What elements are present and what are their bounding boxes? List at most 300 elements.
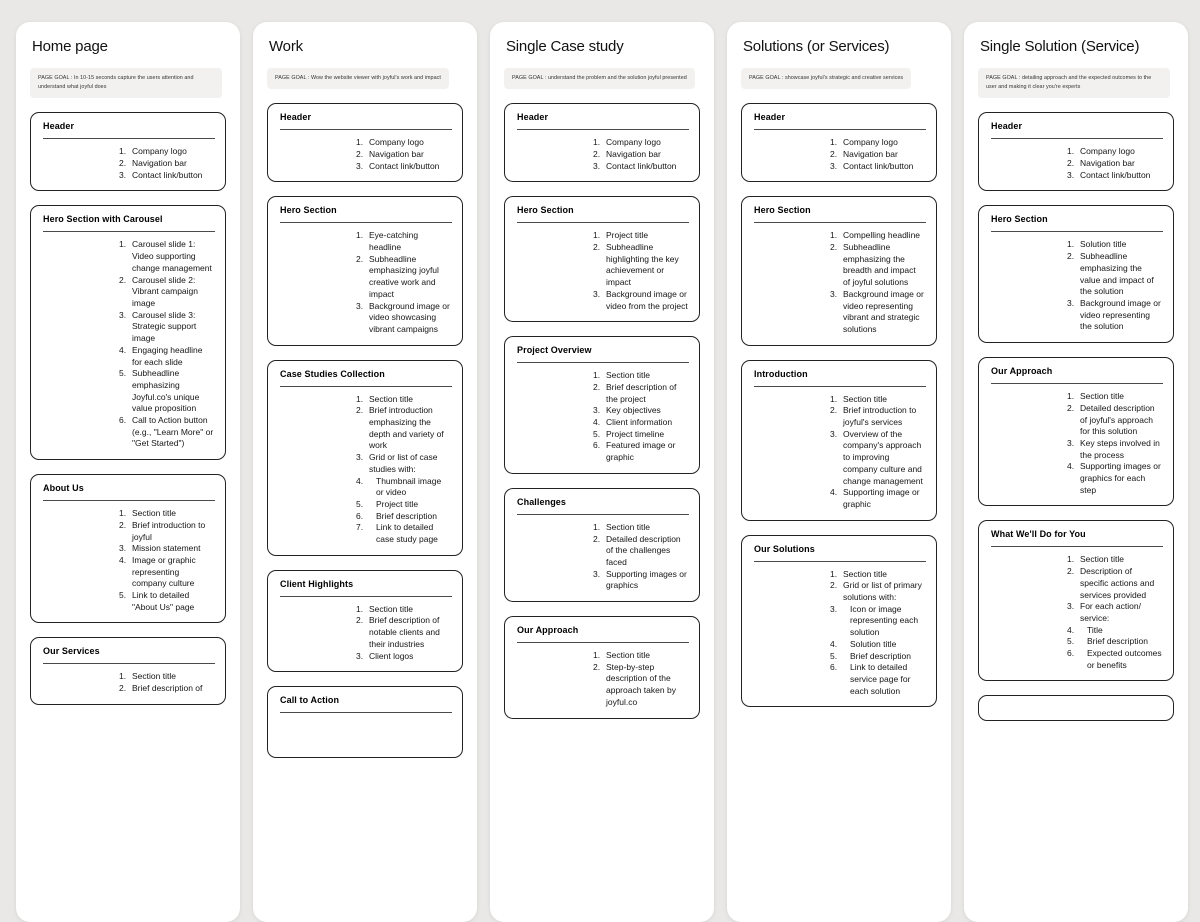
- card-item-list: [517, 650, 689, 709]
- list-item-text: Thumbnail image or video: [376, 475, 442, 498]
- section-card-hero-section-with-carousel[interactable]: [30, 205, 226, 460]
- list-item-text: Client logos: [369, 650, 414, 661]
- list-item: [356, 604, 452, 616]
- list-item: [830, 137, 926, 149]
- list-item: [830, 161, 926, 173]
- card-title: Hero Section: [517, 205, 574, 216]
- list-item-text: Subheadline emphasizing the value and impact of the solution: [1080, 251, 1154, 297]
- list-item-text: Subheadline emphasizing joyful creative work and impact: [369, 253, 439, 299]
- list-item: [1067, 438, 1163, 461]
- list-item-text: Background image or video showcasing vibrant campaigns: [369, 300, 450, 334]
- card-title: Header: [517, 112, 549, 123]
- list-item-text: Link to detailed "About Us" page: [132, 590, 195, 612]
- list-item: [830, 639, 926, 651]
- card-title-divider: [517, 642, 689, 643]
- list-item-text: Image or graphic representing company culture: [132, 554, 196, 589]
- list-item: [1067, 554, 1163, 566]
- list-item-text: Company logo: [369, 137, 424, 148]
- card-item-list: [991, 146, 1163, 181]
- list-item-number: 1.: [356, 393, 364, 404]
- section-card-introduction[interactable]: [741, 360, 937, 521]
- section-card-our-approach[interactable]: [978, 357, 1174, 506]
- card-title: Our Approach: [517, 625, 579, 636]
- card-title-divider: [43, 231, 215, 232]
- list-item-number: 4.: [119, 554, 127, 565]
- card-title: About Us: [43, 483, 84, 494]
- card-title-divider: [43, 500, 215, 501]
- list-item-text: Brief description: [850, 650, 911, 661]
- list-item-number: 2.: [830, 580, 838, 591]
- list-item: [1067, 636, 1163, 648]
- list-item: [356, 522, 452, 545]
- list-item: [1067, 648, 1163, 671]
- list-item-text: Supporting images or graphics for each step: [1080, 461, 1161, 495]
- list-item: [593, 440, 689, 463]
- card-title-divider: [991, 546, 1163, 547]
- section-card-header[interactable]: [741, 103, 937, 182]
- list-item: [1067, 251, 1163, 298]
- list-item-text: Project title: [376, 498, 419, 509]
- list-item-text: Client information: [606, 417, 673, 428]
- list-item-number: 1.: [1067, 146, 1075, 157]
- list-item-number: 3.: [1067, 169, 1075, 180]
- list-item: [356, 161, 452, 173]
- card-title: Project Overview: [517, 345, 592, 356]
- list-item-number: 2.: [593, 533, 601, 544]
- list-item-text: Step-by-step description of the approach taken by joyful.co: [606, 661, 676, 707]
- list-item: [356, 452, 452, 475]
- list-item: [119, 520, 215, 543]
- list-item: [593, 522, 689, 534]
- list-item-text: Eye-catching headline: [369, 230, 419, 252]
- list-item-number: 5.: [119, 368, 127, 379]
- list-item: [830, 289, 926, 336]
- column-title: Single Case study: [506, 38, 624, 55]
- list-item-number: 2.: [1067, 566, 1075, 577]
- list-item: [593, 417, 689, 429]
- list-item: [1067, 158, 1163, 170]
- card-item-list: [754, 137, 926, 172]
- list-item-number: 3.: [830, 603, 838, 614]
- card-title-divider: [43, 138, 215, 139]
- list-item: [593, 662, 689, 709]
- list-item-text: Navigation bar: [369, 148, 424, 159]
- list-item-number: 2.: [119, 683, 127, 694]
- list-item-text: Section title: [369, 393, 413, 404]
- list-item-text: Compelling headline: [843, 230, 921, 241]
- card-title: Hero Section: [991, 214, 1048, 225]
- list-item: [1067, 625, 1163, 637]
- list-item: [1067, 601, 1163, 624]
- section-card-hero-section[interactable]: [267, 196, 463, 345]
- card-title-divider: [280, 712, 452, 713]
- list-item-number: 3.: [356, 650, 364, 661]
- list-item-text: Call to Action button (e.g., "Learn More" or "Get Started"): [132, 415, 214, 449]
- list-item-number: 2.: [356, 615, 364, 626]
- list-item-text: Link to detailed service page for each solution: [850, 662, 911, 696]
- list-item-number: 1.: [119, 146, 127, 157]
- section-card-project-overview[interactable]: [504, 336, 700, 474]
- card-item-list: [43, 239, 215, 450]
- list-item-text: Contact link/button: [1080, 169, 1151, 180]
- list-item-number: 1.: [119, 508, 127, 519]
- list-item-text: Brief description: [376, 510, 437, 521]
- list-item-text: Section title: [843, 568, 887, 579]
- list-item-text: Section title: [1080, 554, 1124, 565]
- list-item: [356, 651, 452, 663]
- list-item-text: Section title: [843, 393, 887, 404]
- section-card-untitled[interactable]: [978, 695, 1174, 721]
- list-item-number: 2.: [119, 158, 127, 169]
- section-card-hero-section[interactable]: [978, 205, 1174, 343]
- list-item: [593, 382, 689, 405]
- list-item-text: Brief description of: [132, 683, 203, 694]
- section-card-about-us[interactable]: [30, 474, 226, 623]
- list-item-number: 2.: [1067, 158, 1075, 169]
- list-item-number: 3.: [356, 160, 364, 171]
- list-item-number: 3.: [593, 568, 601, 579]
- list-item-text: Brief description of notable clients and their industries: [369, 615, 440, 649]
- section-card-what-we-ll-do-for-you[interactable]: [978, 520, 1174, 681]
- list-item-text: Grid or list of primary solutions with:: [843, 580, 922, 603]
- list-item-number: 2.: [593, 148, 601, 159]
- list-item: [830, 394, 926, 406]
- list-item: [830, 604, 926, 639]
- page-goal-note[interactable]: PAGE GOAL : Wow the website viewer with joyful's work and impact: [267, 68, 449, 89]
- list-item-number: 3.: [1067, 601, 1075, 612]
- list-item-number: 1.: [593, 137, 601, 148]
- card-title-divider: [754, 386, 926, 387]
- list-item-number: 3.: [119, 169, 127, 180]
- list-item-text: Featured image or graphic: [606, 440, 676, 463]
- list-item: [119, 671, 215, 683]
- list-item: [119, 543, 215, 555]
- list-item-number: 3.: [1067, 437, 1075, 448]
- card-item-list: [43, 671, 215, 694]
- column-title: Solutions (or Services): [743, 38, 890, 55]
- card-title: Challenges: [517, 496, 567, 507]
- card-title-divider: [43, 663, 215, 664]
- card-title: Case Studies Collection: [280, 368, 385, 379]
- list-item: [1067, 239, 1163, 251]
- list-item-number: 3.: [356, 300, 364, 311]
- list-item-text: Section title: [132, 671, 176, 682]
- list-item-number: 3.: [356, 452, 364, 463]
- list-item-number: 1.: [593, 230, 601, 241]
- list-item: [356, 615, 452, 650]
- list-item-number: 2.: [1067, 402, 1075, 413]
- list-item: [593, 534, 689, 569]
- list-item: [830, 405, 926, 428]
- section-card-header[interactable]: [267, 103, 463, 182]
- list-item-number: 6.: [119, 415, 127, 426]
- list-item-number: 3.: [593, 288, 601, 299]
- section-card-header[interactable]: [504, 103, 700, 182]
- list-item: [356, 499, 452, 511]
- list-item: [356, 405, 452, 452]
- page-column-solutions-or-services[interactable]: [727, 22, 951, 922]
- list-item-text: Subheadline emphasizing the breadth and impact of joyful solutions: [843, 242, 916, 288]
- list-item: [830, 651, 926, 663]
- list-item: [830, 149, 926, 161]
- card-title-divider: [517, 362, 689, 363]
- list-item-text: Section title: [606, 521, 650, 532]
- list-item-number: 1.: [830, 393, 838, 404]
- list-item: [119, 239, 215, 274]
- list-item-number: 2.: [356, 148, 364, 159]
- list-item-number: 2.: [593, 381, 601, 392]
- card-item-list: [280, 394, 452, 546]
- page-goal-note[interactable]: PAGE GOAL : showcase joyful's strategic and creative services: [741, 68, 911, 89]
- column-title: Work: [269, 38, 303, 55]
- card-item-list: [754, 230, 926, 335]
- card-title-divider: [280, 596, 452, 597]
- card-title: Our Approach: [991, 366, 1053, 377]
- list-item-text: Section title: [1080, 391, 1124, 402]
- card-item-list: [280, 137, 452, 172]
- list-item-text: Section title: [369, 603, 413, 614]
- card-title-divider: [517, 514, 689, 515]
- card-item-list: [280, 230, 452, 335]
- card-item-list: [43, 508, 215, 613]
- list-item-number: 4.: [830, 638, 838, 649]
- card-title: Our Solutions: [754, 543, 815, 554]
- list-item-text: Company logo: [843, 137, 898, 148]
- list-item-text: Expected outcomes or benefits: [1087, 648, 1162, 670]
- list-item-number: 6.: [830, 662, 838, 673]
- list-item: [830, 429, 926, 488]
- list-item: [593, 370, 689, 382]
- list-item-text: Brief introduction to joyful: [132, 519, 206, 542]
- page-column-home-page[interactable]: [16, 22, 240, 922]
- list-item-text: Carousel slide 2: Vibrant campaign image: [132, 274, 198, 308]
- card-title-divider: [280, 129, 452, 130]
- list-item-text: Navigation bar: [1080, 158, 1135, 169]
- list-item-number: 5.: [119, 590, 127, 601]
- section-card-header[interactable]: [978, 112, 1174, 191]
- list-item: [119, 590, 215, 613]
- list-item-text: Title: [1087, 624, 1103, 635]
- section-card-challenges[interactable]: [504, 488, 700, 602]
- list-item-text: Brief description of the project: [606, 381, 677, 404]
- card-title: Introduction: [754, 368, 808, 379]
- list-item: [119, 345, 215, 368]
- list-item-text: Section title: [606, 370, 650, 381]
- card-title: Call to Action: [280, 695, 340, 706]
- card-title: Client Highlights: [280, 578, 354, 589]
- list-item: [593, 149, 689, 161]
- list-item-text: Engaging headline for each slide: [132, 344, 203, 367]
- list-item: [356, 137, 452, 149]
- section-card-case-studies-collection[interactable]: [267, 360, 463, 556]
- card-title-divider: [517, 129, 689, 130]
- list-item: [356, 230, 452, 253]
- list-item-number: 2.: [119, 274, 127, 285]
- section-card-client-highlights[interactable]: [267, 570, 463, 673]
- list-item-number: 1.: [593, 650, 601, 661]
- list-item-text: Section title: [132, 508, 176, 519]
- section-card-our-solutions[interactable]: [741, 535, 937, 708]
- card-title-divider: [754, 129, 926, 130]
- list-item-text: Carousel slide 3: Strategic support image: [132, 309, 197, 344]
- list-item: [1067, 298, 1163, 333]
- page-goal-note[interactable]: PAGE GOAL : In 10-15 seconds capture the users attention and understand what joyful does: [30, 68, 222, 98]
- card-title: What We'll Do for You: [991, 529, 1086, 540]
- list-item: [119, 275, 215, 310]
- list-item-number: 1.: [1067, 554, 1075, 565]
- card-item-list: [517, 370, 689, 464]
- list-item-text: Carousel slide 1: Video supporting change management: [132, 239, 212, 273]
- card-item-list: [517, 230, 689, 312]
- list-item: [593, 289, 689, 312]
- list-item-number: 1.: [1067, 239, 1075, 250]
- list-item-text: Background image or video representing vibrant and strategic solutions: [843, 288, 924, 334]
- list-item: [119, 368, 215, 415]
- page-goal-note[interactable]: PAGE GOAL : understand the problem and the solution joyful presented: [504, 68, 695, 89]
- list-item-number: 3.: [119, 543, 127, 554]
- list-item-number: 5.: [1067, 636, 1075, 647]
- list-item: [830, 242, 926, 289]
- section-card-hero-section[interactable]: [741, 196, 937, 345]
- list-item-text: Solution title: [850, 638, 897, 649]
- list-item-text: Subheadline emphasizing Joyful.co's unique value proposition: [132, 368, 200, 414]
- list-item-text: Contact link/button: [606, 160, 677, 171]
- page-column-single-case-study[interactable]: [490, 22, 714, 922]
- page-column-single-solution-service[interactable]: [964, 22, 1188, 922]
- list-item-number: 2.: [593, 661, 601, 672]
- list-item-text: Key steps involved in the process: [1080, 437, 1160, 460]
- card-title-divider: [754, 561, 926, 562]
- list-item: [830, 569, 926, 581]
- list-item: [119, 146, 215, 158]
- section-card-our-approach[interactable]: [504, 616, 700, 719]
- list-item-text: Contact link/button: [843, 160, 914, 171]
- list-item-text: Link to detailed case study page: [376, 522, 438, 545]
- card-item-list: [991, 391, 1163, 496]
- list-item-number: 2.: [119, 519, 127, 530]
- list-item-number: 2.: [593, 242, 601, 252]
- list-item: [830, 662, 926, 697]
- list-item-number: 1.: [356, 603, 364, 614]
- list-item: [1067, 146, 1163, 158]
- list-item-number: 1.: [830, 230, 838, 241]
- list-item: [830, 230, 926, 242]
- list-item: [593, 405, 689, 417]
- list-item-number: 1.: [593, 521, 601, 532]
- list-item-number: 2.: [1067, 251, 1075, 262]
- list-item-text: Navigation bar: [606, 148, 661, 159]
- section-card-hero-section[interactable]: [504, 196, 700, 322]
- list-item-number: 7.: [356, 522, 364, 533]
- list-item-number: 3.: [1067, 298, 1075, 308]
- list-item-text: Subheadline highlighting the key achievement or impact: [606, 242, 679, 288]
- card-title: Hero Section: [754, 205, 811, 216]
- list-item-number: 5.: [593, 428, 601, 439]
- list-item: [119, 415, 215, 450]
- card-title: Header: [754, 112, 786, 123]
- card-title: Hero Section with Carousel: [43, 214, 163, 225]
- list-item-number: 6.: [593, 440, 601, 451]
- card-title: Header: [43, 121, 75, 132]
- column-title: Single Solution (Service): [980, 38, 1140, 55]
- list-item: [119, 158, 215, 170]
- list-item-text: Navigation bar: [132, 158, 187, 169]
- card-title: Hero Section: [280, 205, 337, 216]
- list-item-number: 1.: [1067, 391, 1075, 402]
- card-title-divider: [754, 222, 926, 223]
- list-item-text: Mission statement: [132, 543, 201, 554]
- list-item-text: Company logo: [132, 146, 187, 157]
- list-item-number: 2.: [830, 405, 838, 416]
- list-item-number: 3.: [830, 288, 838, 299]
- section-card-call-to-action[interactable]: [267, 686, 463, 758]
- list-item-text: Project title: [606, 230, 649, 241]
- list-item-number: 1.: [119, 671, 127, 682]
- list-item: [1067, 391, 1163, 403]
- list-item-number: 2.: [830, 148, 838, 159]
- list-item-number: 4.: [356, 475, 364, 486]
- list-item: [119, 310, 215, 345]
- list-item: [830, 580, 926, 603]
- list-item: [593, 230, 689, 242]
- page-column-work[interactable]: [253, 22, 477, 922]
- list-item: [356, 149, 452, 161]
- list-item-text: Detailed description of the challenges faced: [606, 533, 681, 567]
- list-item: [593, 650, 689, 662]
- card-title-divider: [991, 231, 1163, 232]
- list-item-number: 6.: [356, 510, 364, 521]
- list-item-number: 1.: [356, 230, 364, 241]
- section-card-our-services[interactable]: [30, 637, 226, 704]
- list-item: [356, 254, 452, 301]
- card-item-list: [991, 554, 1163, 671]
- list-item: [1067, 170, 1163, 182]
- page-goal-note[interactable]: PAGE GOAL : detailing approach and the expected outcomes to the user and making it clear you're experts: [978, 68, 1170, 98]
- list-item-text: For each action/ service:: [1080, 601, 1141, 623]
- list-item: [356, 301, 452, 336]
- list-item-text: Grid or list of case studies with:: [369, 452, 438, 474]
- list-item-text: Background image or video representing the solution: [1080, 298, 1161, 332]
- list-item-number: 3.: [593, 160, 601, 171]
- card-item-list: [991, 239, 1163, 333]
- list-item-text: Solution title: [1080, 239, 1127, 250]
- column-title: Home page: [32, 38, 108, 55]
- list-item-number: 1.: [119, 239, 127, 250]
- card-empty-space: [280, 720, 452, 748]
- section-card-header[interactable]: [30, 112, 226, 191]
- card-item-list: [517, 522, 689, 592]
- card-item-list: [517, 137, 689, 172]
- list-item-number: 4.: [830, 487, 838, 498]
- list-item-text: Company logo: [606, 137, 661, 148]
- list-item-text: Icon or image representing each solution: [850, 603, 919, 638]
- list-item: [356, 394, 452, 406]
- list-item: [356, 476, 452, 499]
- list-item-text: Section title: [606, 650, 650, 661]
- list-item-text: Navigation bar: [843, 148, 898, 159]
- list-item-text: Brief description: [1087, 636, 1148, 647]
- card-title-divider: [991, 138, 1163, 139]
- list-item-text: Overview of the company's approach to improving company culture and change management: [843, 428, 923, 486]
- card-title-divider: [280, 222, 452, 223]
- card-title-divider: [991, 383, 1163, 384]
- list-item-text: Supporting images or graphics: [606, 568, 687, 591]
- list-item-number: 1.: [830, 568, 838, 579]
- card-item-list: [754, 394, 926, 511]
- card-title-divider: [517, 222, 689, 223]
- card-item-list: [754, 569, 926, 698]
- list-item: [1067, 403, 1163, 438]
